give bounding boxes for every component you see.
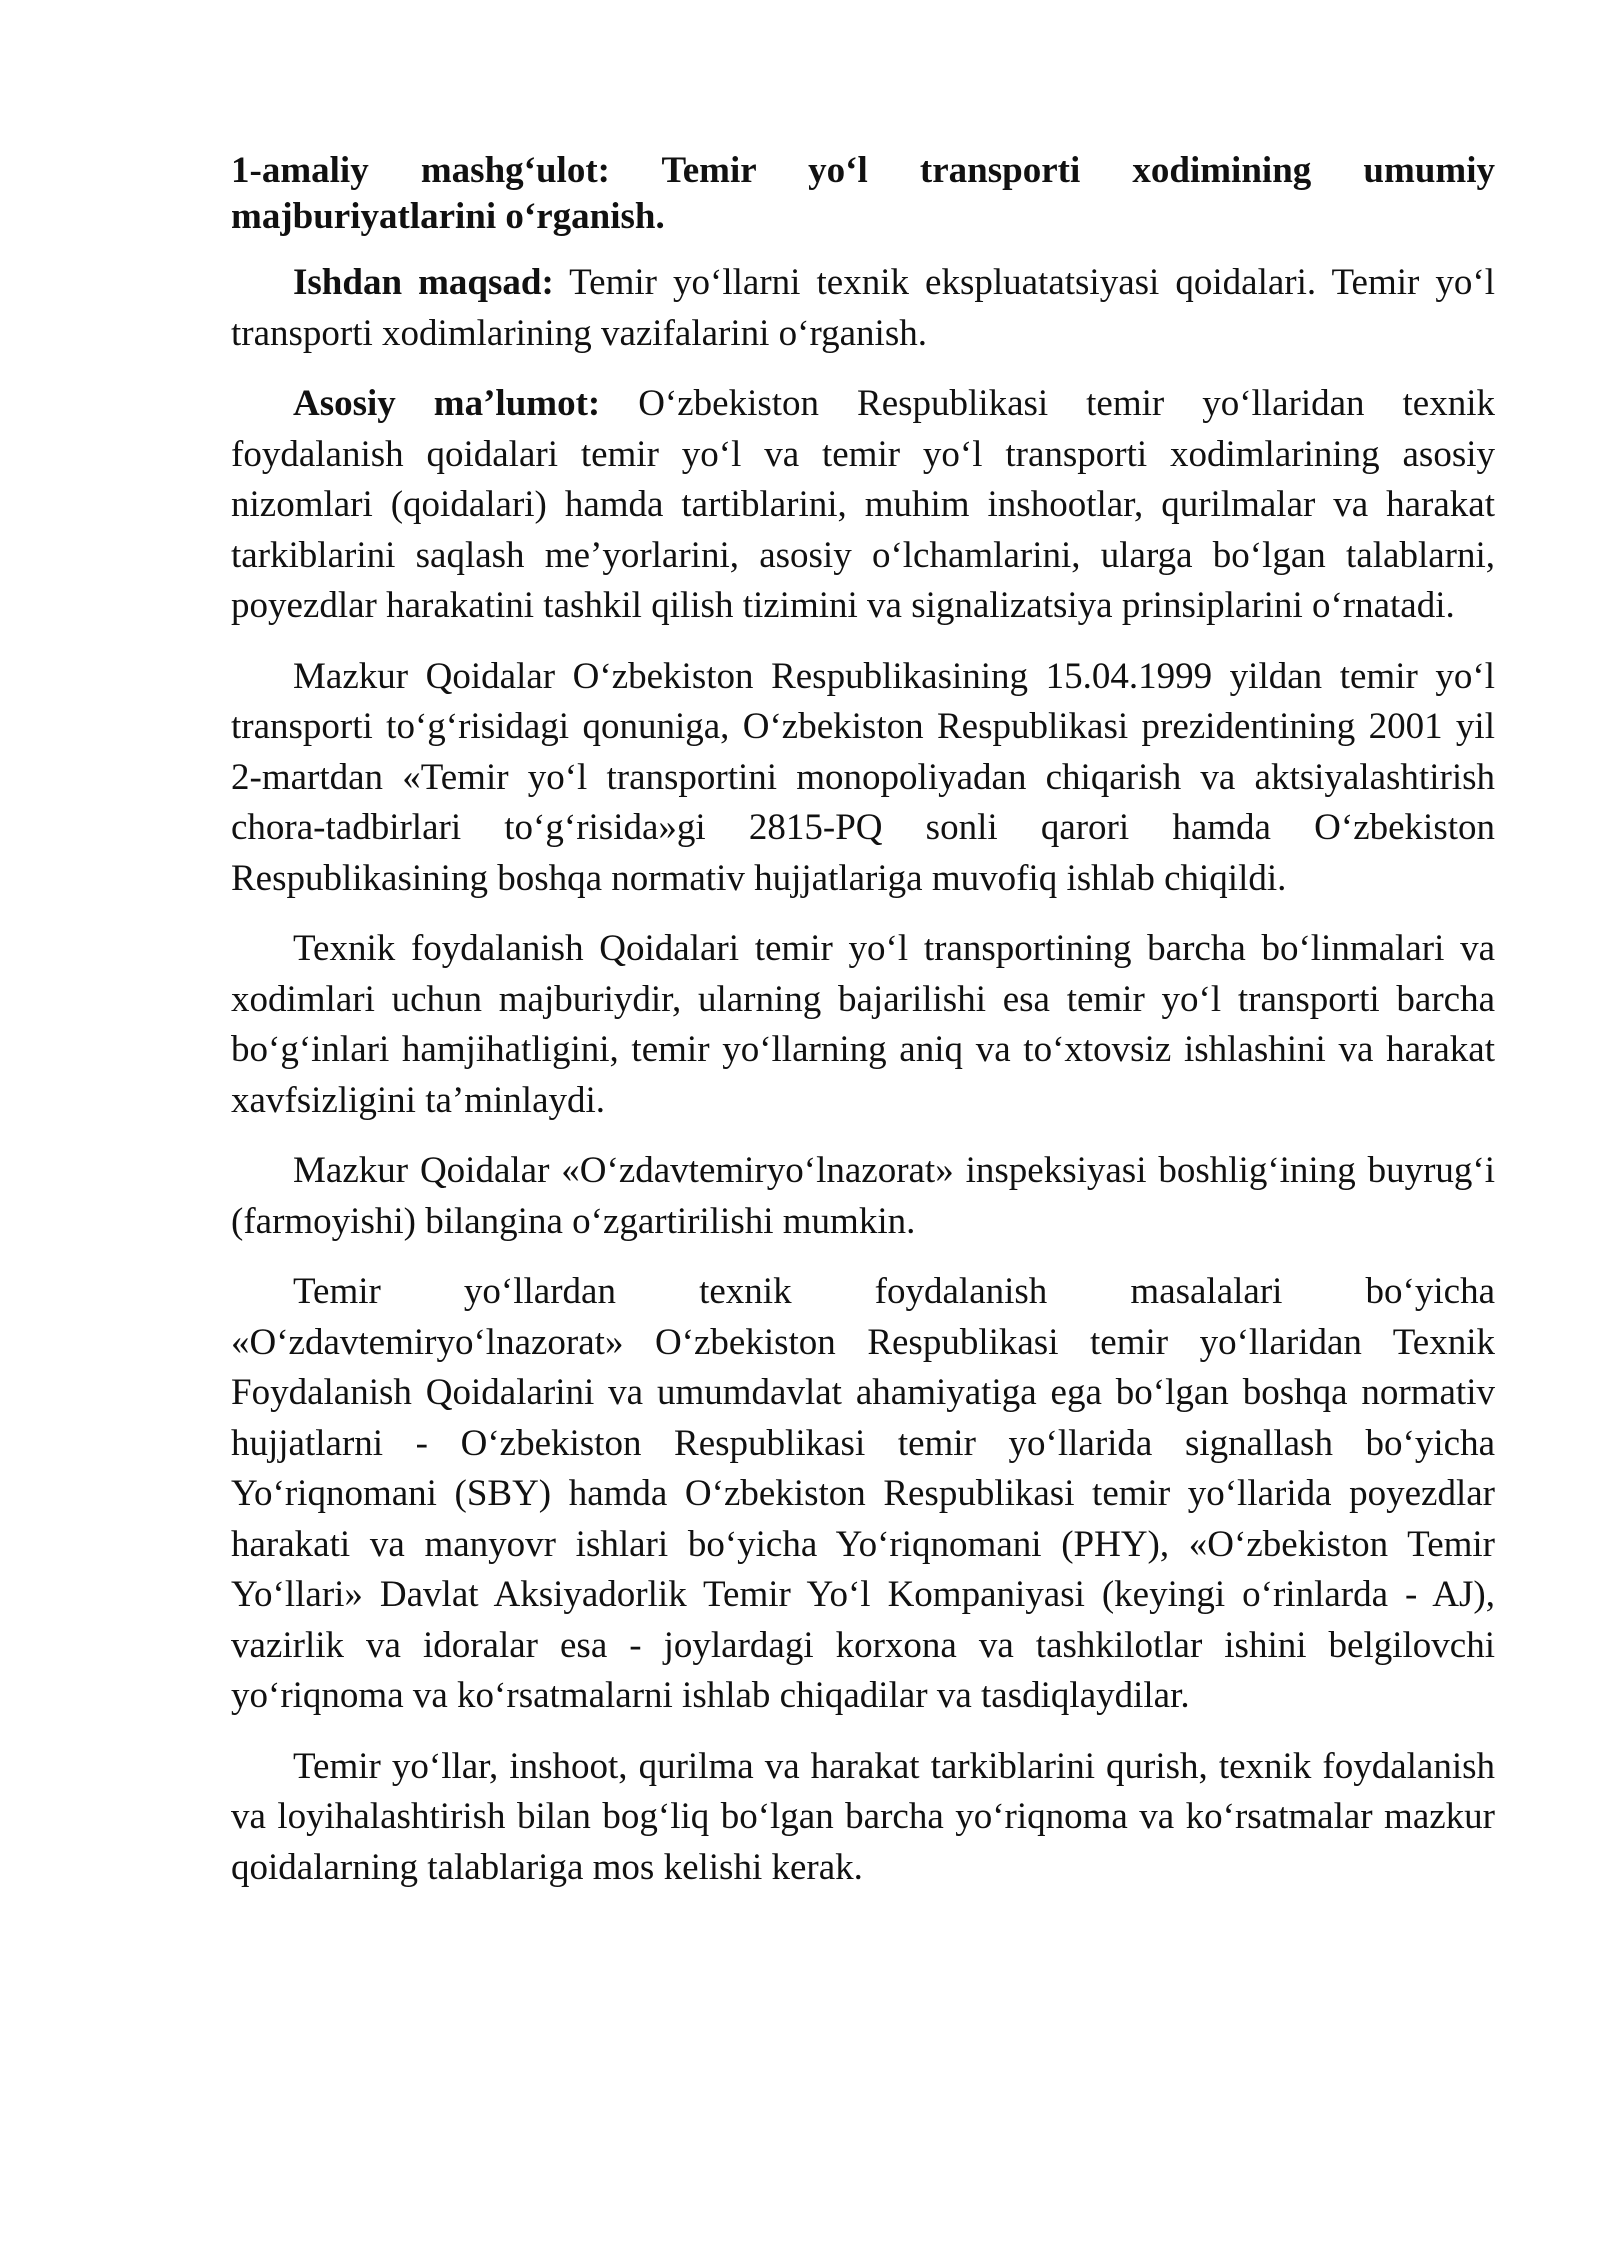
paragraph-text: Temir yo‘llarni texnik ekspluatatsiyasi qoidalari. Temir yo‘l transporti xodimlarining vazifalarini o‘rganish. [231, 262, 1495, 354]
paragraph-obligation [231, 924, 1495, 1126]
paragraph-instructions [231, 1267, 1495, 1722]
paragraph-amendment [231, 1146, 1495, 1247]
paragraph-text: Temir yo‘llar, inshoot, qurilma va harakat tarkiblarini qurish, texnik foydalanish va loyihalashtirish bilan bog‘liq bo‘lgan barcha yo‘riqnoma va ko‘rsatmalar mazkur qoidalarning talablariga mos kelishi kerak. [231, 1745, 1495, 1888]
paragraph-text: Mazkur Qoidalar «O‘zdavtemiryo‘lnazorat» inspeksiyasi boshlig‘ining buyrug‘i (farmoyishi) bilangina o‘zgartirilishi mumkin. [231, 1150, 1495, 1242]
paragraph-text: Temir yo‘llardan texnik foydalanish masalalari bo‘yicha «O‘zdavtemiryo‘lnazorat» O‘zbekiston Respublikasi temir yo‘llaridan Texnik Foydalanish Qoidalarini va umumdavlat ahamiyatiga ega bo‘lgan boshqa normativ hujjatlarni - O‘zbekiston Respublikasi temir yo‘llarida signallash bo‘yicha Yo‘riqnomani (SBY) hamda O‘zbekiston Respublikasi temir yo‘llarida poyezdlar harakati va manyovr ishlari bo‘yicha Yo‘riqnomani (PHY), «O‘zbekiston Temir Yo‘llari» Davlat Aksiyadorlik Temir Yo‘l Kompaniyasi (keyingi o‘rinlarda - AJ), vazirlik va idoralar esa - joylardagi korxona va tashkilotlar ishini belgilovchi yo‘riqnoma va ko‘rsatmalarni ishlab chiqadilar va tasdiqlaydilar. [231, 1271, 1495, 1716]
paragraph-text: O‘zbekiston Respublikasi temir yo‘llaridan texnik foydalanish qoidalari temir yo‘l va temir yo‘l transporti xodimlarining asosiy nizomlari (qoidalari) hamda tartiblarini, muhim inshootlar, qurilmalar va harakat tarkiblarini saqlash me’yorlarini, asosiy o‘lchamlarini, ularga bo‘lgan talablarni, poyezdlar harakatini tashkil qilish tizimini va signalizatsiya prinsiplarini o‘rnatadi. [231, 383, 1495, 626]
paragraph-legal-basis [231, 652, 1495, 905]
paragraph-lead: Ishdan maqsad: [293, 262, 554, 303]
paragraph-text: Mazkur Qoidalar O‘zbekiston Respublikasining 15.04.1999 yildan temir yo‘l transporti to‘g‘risidagi qonuniga, O‘zbekiston Respublikasi prezidentining 2001 yil 2-martdan «Temir yo‘l transportini monopoliyadan chiqarish va aktsiyalashtirish chora-tadbirlari to‘g‘risida»gi 2815-PQ sonli qarori hamda O‘zbekiston Respublikasining boshqa normativ hujjatlariga muvofiq ishlab chiqildi. [231, 655, 1495, 899]
paragraph-main-info [231, 379, 1495, 632]
document-title: 1-amaliy mashg‘ulot: Temir yo‘l transporti xodimining umumiy majburiyatlarini o‘rganish. [231, 150, 1495, 237]
paragraph-lead: Asosiy ma’lumot: [293, 383, 601, 424]
paragraph-compliance [231, 1742, 1495, 1894]
document-page [231, 148, 1495, 1913]
paragraph-text: Texnik foydalanish Qoidalari temir yo‘l transportining barcha bo‘linmalari va xodimlari uchun majburiydir, ularning bajarilishi esa temir yo‘l transporti barcha bo‘g‘inlari hamjihatligini, temir yo‘llarning aniq va to‘xtovsiz ishlashini va harakat xavfsizligini ta’minlaydi. [231, 928, 1495, 1121]
paragraph-purpose [231, 258, 1495, 359]
